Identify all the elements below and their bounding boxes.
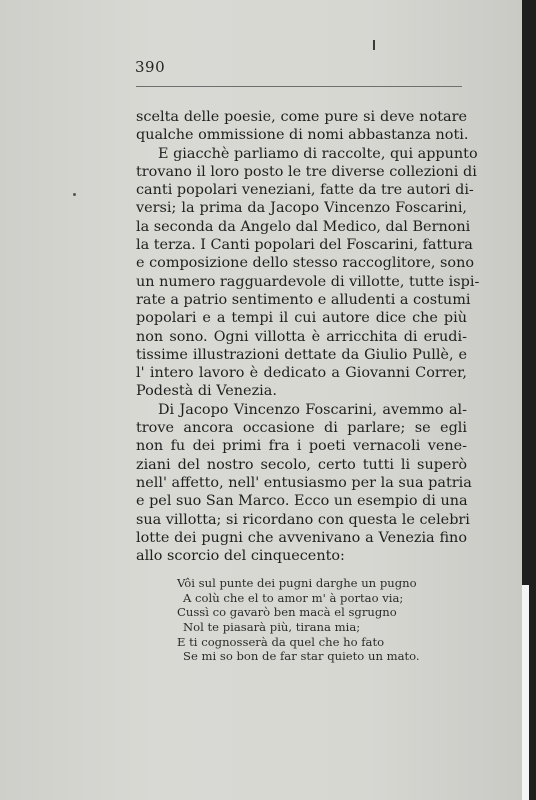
text-line: trove ancora occasione di parlare; se egli (136, 420, 467, 437)
text-line: scelta delle poesie, come pure si deve notare (136, 109, 467, 125)
text-line: qualche ommissione di nomi abbastanza noti. (136, 127, 469, 144)
text-line: versi; la prima da Jacopo Vincenzo Foscarini, (136, 200, 467, 217)
verse-line: Se mi so bon de far star quieto un mato. (183, 649, 420, 664)
text-line: popolari e a tempi il cui autore dice che più (136, 310, 467, 327)
verse-line: Nol te piasarà più, tirana mia; (183, 620, 361, 635)
text-line: trovano il loro posto le tre diverse collezioni di (136, 163, 477, 180)
verse-line: Cussì co gavarò ben macà el sgrugno (177, 605, 397, 620)
text-line: e pel suo San Marco. Ecco un esempio di una (136, 493, 468, 510)
text-line: nell' affetto, nell' entusiasmo per la sua patria (136, 474, 472, 491)
text-line: allo scorcio del cinquecento: (136, 548, 345, 565)
text-line: Di Jacopo Vincenzo Foscarini, avemmo al- (158, 401, 467, 418)
text-line: Podestà di Venezia. (136, 383, 277, 400)
ink-mark (373, 40, 375, 50)
text-line: l' intero lavoro è dedicato a Giovanni Correr, (136, 365, 467, 382)
verse-block (177, 576, 437, 664)
scan-strip (522, 585, 529, 800)
text-line: rate a patrio sentimento e alludenti a costumi (136, 291, 471, 308)
text-line: non sono. Ogni villotta è arricchita di erudi- (136, 328, 467, 345)
text-line: un numero ragguardevole di villotte, tutte ispi- (136, 273, 480, 290)
text-line: ziani del nostro secolo, certo tutti li superò (136, 456, 467, 473)
text-line: la seconda da Angelo dal Medico, dal Bernoni (136, 218, 471, 235)
text-line: la terza. I Canti popolari del Foscarini, fattura (136, 237, 473, 254)
text-line: e composizione dello stesso raccoglitore, sono (136, 255, 475, 272)
text-line: non fu dei primi fra i poeti vernacoli vene- (136, 438, 467, 455)
verse-line: E ti cognosserà da quel che ho fato (177, 634, 385, 649)
page-number: 390 (135, 58, 166, 76)
verse-line: Vôi sul punte dei pugni darghe un pugno (177, 576, 417, 590)
text-line: lotte dei pugni che avvenivano a Venezia fino (136, 529, 467, 546)
ink-speck (73, 193, 76, 196)
text-line: E giacchè parliamo di raccolte, qui appunto (158, 145, 478, 162)
body-text (136, 108, 480, 565)
text-line: sua villotta; si ricordano con questa le celebri (136, 511, 470, 528)
header-rule (136, 86, 462, 87)
text-line: canti popolari veneziani, fatte da tre autori di- (136, 182, 474, 199)
verse-line: A colù che el to amor m' à portao via; (183, 590, 404, 605)
text-line: tissime illustrazioni dettate da Giulio Pullè, e (136, 346, 467, 363)
